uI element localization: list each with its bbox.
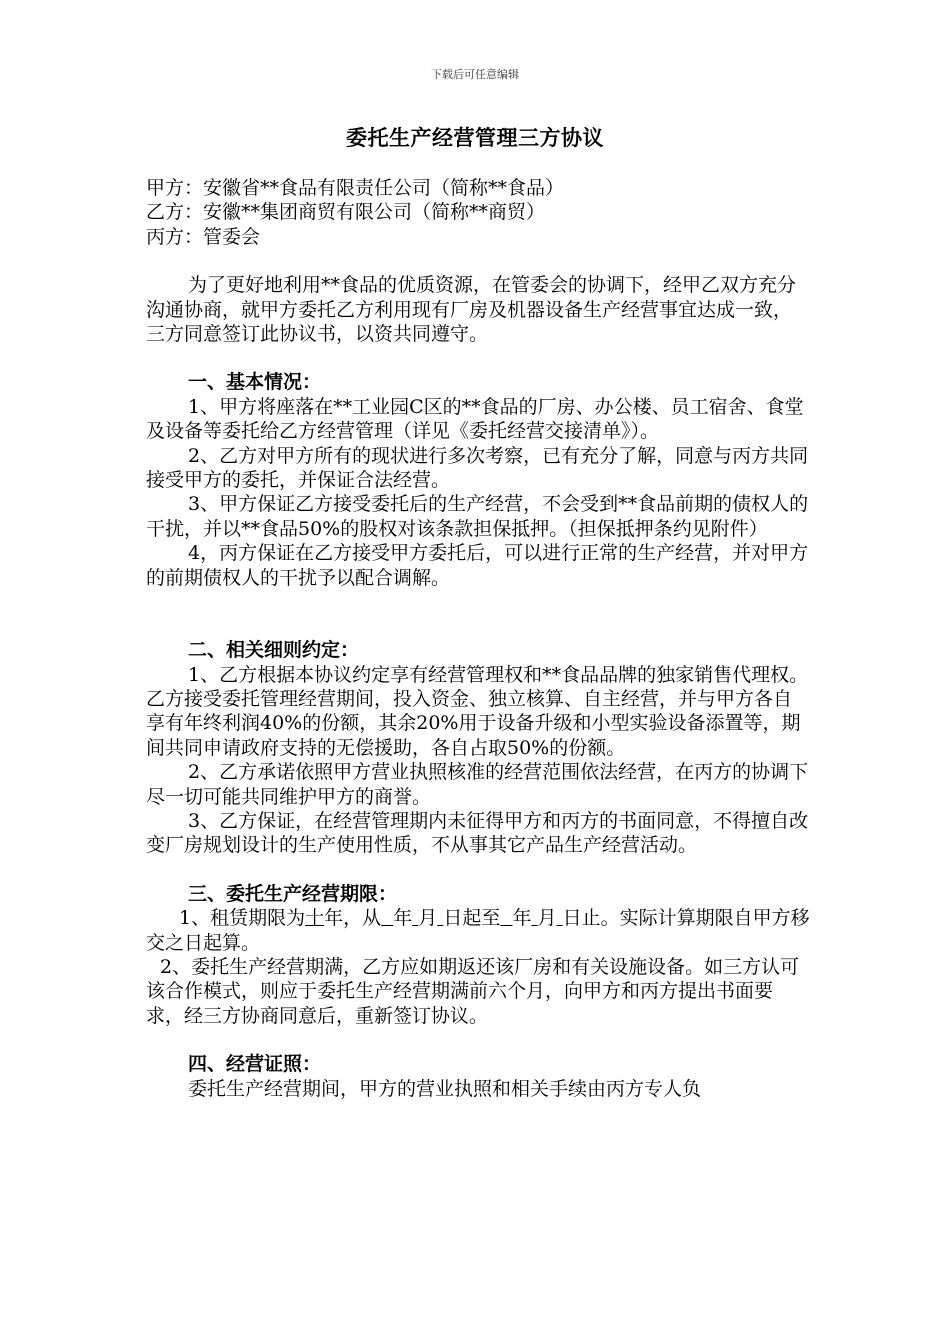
- start-year-blank: [381, 907, 393, 929]
- document-body: [146, 176, 810, 1101]
- party-a: 甲方：安徽省**食品有限责任公司（简称**食品）: [146, 177, 565, 199]
- term-text: 月: [537, 907, 557, 930]
- party-b: 乙方：安徽**集团商贸有限公司（简称**商贸）: [146, 201, 546, 224]
- section4-heading: 四、经营证照：: [188, 1053, 322, 1076]
- section1-item-1: 1、甲方将座落在**工业园C区的**食品的厂房、办公楼、员工宿舍、食堂及设备等委托给乙方经营管理（详见《委托经营交接清单》）。: [146, 395, 804, 443]
- term-text: 年: [512, 907, 532, 930]
- section3-item-1: [146, 906, 810, 955]
- section2-item-1: 1、乙方根据本协议约定享有经营管理权和**食品品牌的独家销售代理权。乙方接受委托管理经营期间，投入资金、独立核算、自主经营，并与甲方各自享有年终利润40%的份额，其余20%用于设备升级和小型实验设备添置等，期间共同申请政府支持的无偿援助，各自占取50%的份额。: [146, 663, 809, 759]
- document-title: 委托生产经营管理三方协议: [346, 125, 604, 150]
- end-year-blank: [500, 907, 512, 929]
- section2-item-2: 2、乙方承诺依照甲方营业执照核准的经营范围依法经营，在丙方的协调下尽一切可能共同维护甲方的商誉。: [146, 761, 809, 808]
- term-years-blank: 十: [305, 907, 325, 930]
- term-text: 年: [393, 907, 413, 930]
- header-note: 下载后可任意编辑: [431, 68, 519, 81]
- party-c: 丙方：管委会: [146, 225, 261, 248]
- section2-heading: 二、相关细则约定：: [188, 639, 360, 662]
- section3-item-2: 2、委托生产经营期满，乙方应如期返还该厂房和有关设施设备。如三方认可该合作模式，则应于委托生产经营期满前六个月，向甲方和丙方提出书面要求，经三方协商同意后，重新签订协议。: [146, 955, 800, 1027]
- term-text: 日止。实际计算期限自甲方移交之日起算。: [146, 907, 810, 954]
- section4-text: 委托生产经营期间，甲方的营业执照和相关手续由丙方专人负: [188, 1077, 702, 1100]
- section1-item-3: 3、甲方保证乙方接受委托后的生产经营，不会受到**食品前期的债权人的干扰，并以**食品50%的股权对该条款担保抵押。（担保抵押条约见附件）: [146, 493, 809, 540]
- section1-heading: 一、基本情况：: [188, 371, 322, 394]
- intro-paragraph: 为了更好地利用**食品的优质资源，在管委会的协调下，经甲乙双方充分沟通协商，就甲方委托乙方利用现有厂房及机器设备生产经营事宜达成一致，三方同意签订此协议书，以资共同遵守。: [146, 274, 797, 346]
- term-text: 月: [418, 907, 438, 930]
- section1-item-4: 4，丙方保证在乙方接受甲方委托后，可以进行正常的生产经营，并对甲方的前期债权人的干扰予以配合调解。: [146, 542, 809, 589]
- section3-heading: 三、委托生产经营期限：: [188, 882, 398, 905]
- section1-item-2: 2、乙方对甲方所有的现状进行多次考察，已有充分了解，同意与丙方共同接受甲方的委托，并保证合法经营。: [146, 444, 809, 492]
- term-prefix: 1、租赁期限为: [179, 907, 306, 930]
- term-text: 年，从: [324, 907, 382, 930]
- term-text: 日起至: [443, 907, 501, 930]
- section2-item-3: 3、乙方保证，在经营管理期内未征得甲方和丙方的书面同意，不得擅自改变厂房规划设计的生产使用性质，不从事其它产品生产经营活动。: [146, 809, 809, 857]
